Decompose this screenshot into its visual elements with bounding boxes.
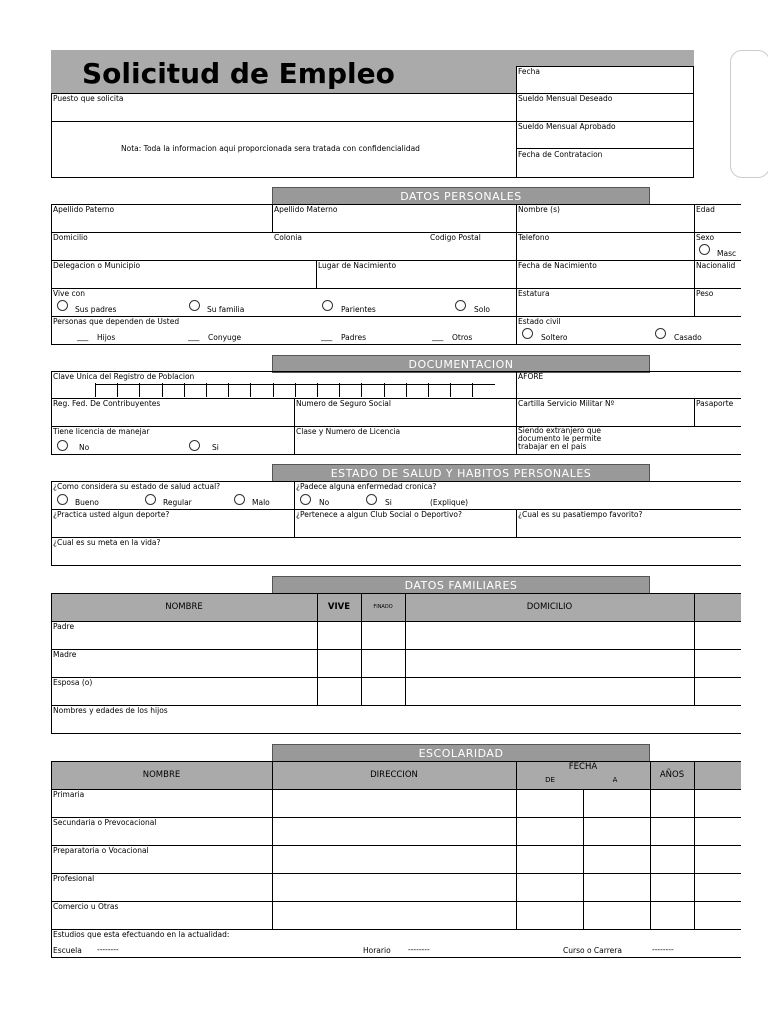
esc-escuela-dashes[interactable]: -------- xyxy=(97,945,119,954)
colonia-label: Colonia xyxy=(274,233,302,242)
pasaporte-label: Pasaporte xyxy=(696,399,734,408)
esc-row-preparatoria: Preparatoria o Vocacional xyxy=(53,846,149,855)
curp-box-divider xyxy=(273,383,274,397)
curp-box-divider xyxy=(184,383,185,397)
esc-row-comercio: Comercio u Otras xyxy=(53,902,119,911)
enfermedad-si-label: Si xyxy=(385,498,392,507)
masc-radio[interactable] xyxy=(699,244,710,255)
sus-padres-radio[interactable] xyxy=(57,300,68,311)
nacionalidad-label: Nacionalid xyxy=(696,261,736,270)
estatura-label: Estatura xyxy=(518,289,550,298)
regular-radio[interactable] xyxy=(145,494,156,505)
licencia-no-radio[interactable] xyxy=(57,440,68,451)
padres-blank[interactable]: ___ xyxy=(321,332,333,341)
parientes-label: Parientes xyxy=(341,305,376,314)
lugar-nacimiento-label: Lugar de Nacimiento xyxy=(318,261,397,270)
personas-dependen-label: Personas que dependen de Usted xyxy=(53,317,180,326)
domicilio-label: Domicilio xyxy=(53,233,88,242)
delegacion-label: Delegacion o Municipio xyxy=(53,261,141,270)
esc-escuela-label: Escuela xyxy=(53,946,82,955)
estado-salud-label: ¿Como considera su estado de salud actual? xyxy=(53,482,221,491)
parientes-radio[interactable] xyxy=(322,300,333,311)
hijos-blank[interactable]: ___ xyxy=(77,332,89,341)
esc-col-anos: AÑOS xyxy=(659,770,685,780)
club-label: ¿Pertenece a algun Club Social o Deportivo? xyxy=(296,510,462,519)
puesto-label: Puesto que solicita xyxy=(53,94,124,103)
page-title: Solicitud de Empleo xyxy=(82,57,395,90)
section-salud: ESTADO DE SALUD Y HABITOS PERSONALES xyxy=(272,464,650,482)
esc-col-de: DE xyxy=(545,776,555,784)
esc-row-secundaria: Secundaria o Prevocacional xyxy=(53,818,157,827)
esc-col-direccion: DIRECCION xyxy=(370,770,418,780)
curp-box-divider xyxy=(206,383,207,397)
curp-box-divider xyxy=(295,383,296,397)
bueno-label: Bueno xyxy=(75,498,99,507)
section-familiares: DATOS FAMILIARES xyxy=(272,576,650,594)
header-box xyxy=(51,93,694,178)
esc-curso-dashes[interactable]: -------- xyxy=(652,945,674,954)
otros-label: Otros xyxy=(452,333,473,342)
nss-label: Numero de Seguro Social xyxy=(296,399,391,408)
enfermedad-si-radio[interactable] xyxy=(366,494,377,505)
licencia-no-label: No xyxy=(79,443,90,452)
section-documentacion: DOCUMENTACION xyxy=(272,355,650,373)
fam-row-padre: Padre xyxy=(53,622,75,631)
curp-box-divider xyxy=(250,383,251,397)
curp-box-divider xyxy=(317,383,318,397)
fam-row-esposa: Esposa (o) xyxy=(53,678,93,687)
solo-radio[interactable] xyxy=(455,300,466,311)
solo-label: Solo xyxy=(474,305,491,314)
esc-col-fecha: FECHA xyxy=(568,762,598,772)
edad-label: Edad xyxy=(696,205,715,214)
masc-label: Masc xyxy=(717,249,737,258)
estado-civil-label: Estado civil xyxy=(518,317,561,326)
otros-blank[interactable]: ___ xyxy=(432,332,444,341)
enfermedad-no-label: No xyxy=(319,498,330,507)
curp-box-divider xyxy=(472,383,473,397)
regular-label: Regular xyxy=(163,498,192,507)
curp-box-divider xyxy=(384,383,385,397)
sexo-label: Sexo xyxy=(696,233,715,242)
curp-box-divider xyxy=(428,383,429,397)
section-datos-personales: DATOS PERSONALES xyxy=(272,187,650,205)
peso-label: Peso xyxy=(696,289,714,298)
section-escolaridad: ESCOLARIDAD xyxy=(272,744,650,762)
extranjero-label: Siendo extranjero que documento le permite trabajar en el pais xyxy=(518,426,602,451)
esc-curso-label: Curso o Carrera xyxy=(563,946,622,955)
side-panel-edge xyxy=(730,50,768,178)
clase-licencia-label: Clase y Numero de Licencia xyxy=(296,427,401,436)
curp-box-divider xyxy=(139,383,140,397)
esc-actuales-label: Estudios que esta efectuando en la actualidad: xyxy=(53,930,230,939)
curp-box-divider xyxy=(228,383,229,397)
esc-row-primaria: Primaria xyxy=(53,790,85,799)
explique-label: (Explique) xyxy=(430,498,469,507)
curp-box-divider xyxy=(450,383,451,397)
licencia-si-radio[interactable] xyxy=(189,440,200,451)
conyuge-blank[interactable]: ___ xyxy=(188,332,200,341)
deporte-label: ¿Practica usted algun deporte? xyxy=(53,510,170,519)
esc-col-nombre: NOMBRE xyxy=(142,770,181,780)
licencia-label: Tiene licencia de manejar xyxy=(53,427,150,436)
apellido-materno-label: Apellido Materno xyxy=(274,205,338,214)
cartilla-label: Cartilla Servicio Militar Nº xyxy=(518,399,615,408)
curp-label: Clave Unica del Registro de Poblacion xyxy=(53,372,195,381)
fam-row-madre: Madre xyxy=(53,650,77,659)
curp-box-divider xyxy=(162,383,163,397)
enfermedad-no-radio[interactable] xyxy=(300,494,311,505)
casado-label: Casado xyxy=(674,333,702,342)
codigo-postal-label: Codigo Postal xyxy=(430,233,481,242)
licencia-si-label: Si xyxy=(212,443,219,452)
sueldo-deseado-label: Sueldo Mensual Deseado xyxy=(518,94,613,103)
curp-box-divider xyxy=(339,383,340,397)
nombre-label: Nombre (s) xyxy=(518,205,560,214)
curp-box-divider xyxy=(406,383,407,397)
padres-label: Padres xyxy=(341,333,366,342)
curp-box-divider xyxy=(95,383,96,397)
malo-radio[interactable] xyxy=(234,494,245,505)
fam-col-nombre: NOMBRE xyxy=(165,602,203,612)
fam-col-finado: FINADO xyxy=(373,604,393,610)
bueno-radio[interactable] xyxy=(57,494,68,505)
fecha-label: Fecha xyxy=(518,67,540,76)
su-familia-label: Su familia xyxy=(207,305,245,314)
esc-row-profesional: Profesional xyxy=(53,874,95,883)
soltero-label: Soltero xyxy=(541,333,568,342)
fam-hijos-label: Nombres y edades de los hijos xyxy=(53,706,168,715)
malo-label: Malo xyxy=(252,498,270,507)
fam-col-vive: VIVE xyxy=(327,602,351,612)
curp-box-divider xyxy=(117,383,118,397)
meta-label: ¿Cual es su meta en la vida? xyxy=(53,538,161,547)
pasatiempo-label: ¿Cual es su pasatiempo favorito? xyxy=(518,510,643,519)
sus-padres-label: Sus padres xyxy=(75,305,117,314)
vive-con-label: Vive con xyxy=(53,289,85,298)
curp-box-divider xyxy=(361,383,362,397)
esc-horario-dashes[interactable]: -------- xyxy=(408,945,430,954)
esc-col-a: A xyxy=(612,776,618,784)
casado-radio[interactable] xyxy=(655,328,666,339)
soltero-radio[interactable] xyxy=(522,328,533,339)
rfc-label: Reg. Fed. De Contribuyentes xyxy=(53,399,161,408)
hijos-label: Hijos xyxy=(97,333,116,342)
afore-label: AFORE xyxy=(518,372,544,381)
fam-col-domicilio: DOMICILIO xyxy=(526,602,573,612)
sueldo-aprobado-label: Sueldo Mensual Aprobado xyxy=(518,122,616,131)
apellido-paterno-label: Apellido Paterno xyxy=(53,205,115,214)
conyuge-label: Conyuge xyxy=(208,333,242,342)
telefono-label: Telefono xyxy=(518,233,550,242)
su-familia-radio[interactable] xyxy=(189,300,200,311)
fecha-nacimiento-label: Fecha de Nacimiento xyxy=(518,261,597,270)
esc-horario-label: Horario xyxy=(363,946,391,955)
fecha-contratacion-label: Fecha de Contratacion xyxy=(518,150,603,159)
enfermedad-label: ¿Padece alguna enfermedad cronica? xyxy=(296,482,437,491)
nota-text: Nota: Toda la informacion aqui proporcionada sera tratada con confidencialidad xyxy=(121,144,420,153)
